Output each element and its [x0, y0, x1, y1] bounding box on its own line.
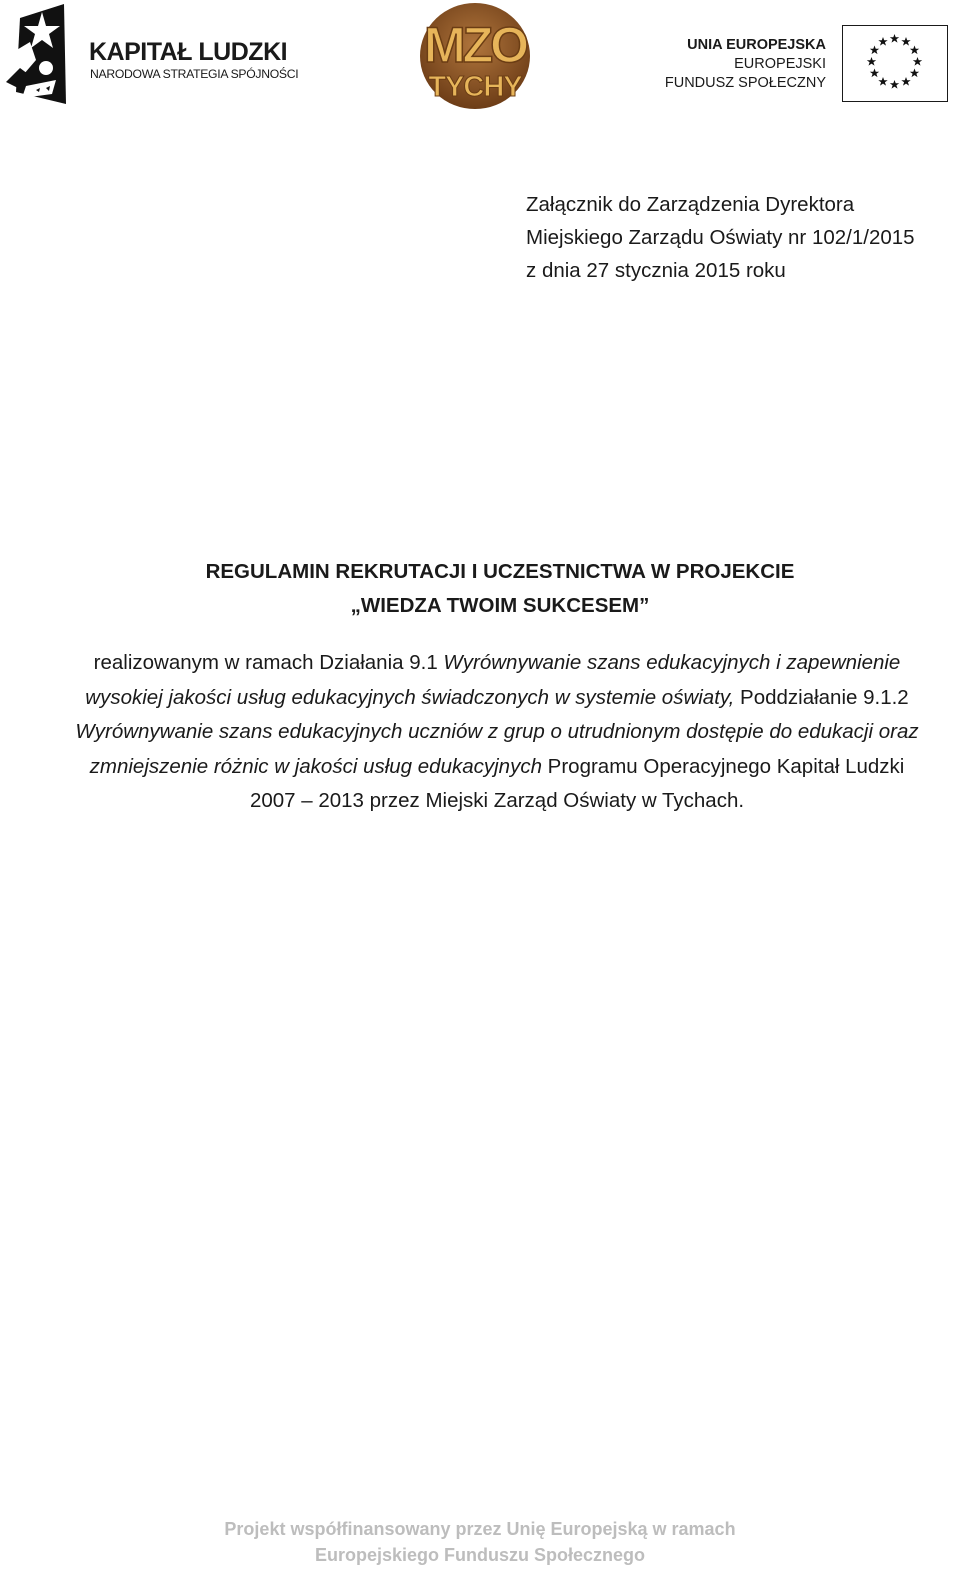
tychy-logo-text: TYCHY	[428, 71, 522, 103]
paragraph-text: 2007 – 2013 przez Miejski Zarząd Oświaty w Tychach.	[249, 789, 745, 812]
footer-line-1: Projekt współfinansowany przez Unię Europejską w ramach	[224, 1519, 736, 1539]
mzo-logo-text: MZO	[423, 17, 527, 73]
paragraph-italic-text: Wyrównywanie szans edukacyjnych i zapewnienie	[443, 651, 901, 674]
paragraph-text: Programu Operacyjnego Kapitał Ludzki	[541, 754, 905, 778]
paragraph-line-2	[32, 681, 960, 716]
kapital-ludzki-subtitle: NARODOWA STRATEGIA SPÓJNOŚCI	[90, 67, 299, 81]
paragraph-italic-text: zmniejszenie różnic w jakości usług edukacyjnych	[89, 754, 542, 778]
eu-flag	[842, 25, 948, 102]
document-title-line-1: REGULAMIN REKRUTACJI I UCZESTNICTWA W PROJEKCIE	[205, 560, 795, 583]
paragraph-text: Poddziałanie 9.1.2	[734, 685, 909, 709]
footer-line-2: Europejskiego Funduszu Społecznego	[314, 1545, 646, 1565]
kapital-ludzki-title: KAPITAŁ LUDZKI	[89, 38, 288, 66]
body-paragraph	[32, 646, 960, 819]
document-title	[0, 555, 960, 623]
kapital-ludzki-logo	[6, 4, 306, 104]
document-title-line-2: „WIEDZA TWOIM SUKCESEM”	[350, 594, 650, 617]
paragraph-line-1	[32, 646, 960, 681]
eu-social-fund-logo	[664, 22, 952, 106]
paragraph-text: realizowanym w ramach Działania 9.1	[93, 651, 444, 674]
page-footer	[0, 1516, 960, 1568]
paragraph-line-3	[32, 715, 960, 750]
paragraph-line-4	[32, 750, 960, 785]
paragraph-italic-text: wysokiej jakości usług edukacyjnych świadczonych w systemie oświaty,	[85, 685, 735, 709]
eu-logo-text	[665, 36, 826, 93]
paragraph-italic-text: Wyrównywanie szans edukacyjnych uczniów z grup o utrudnionym dostępie do edukacji oraz	[75, 720, 919, 743]
paragraph-line-5	[32, 784, 960, 819]
eu-fund-label-2: FUNDUSZ SPOŁECZNY	[664, 75, 826, 91]
eu-fund-label-1: EUROPEJSKI	[734, 56, 826, 72]
annex-line-2: Miejskiego Zarządu Oświaty nr 102/1/2015	[526, 226, 915, 249]
kapital-ludzki-mark-icon	[6, 4, 72, 104]
annex-reference	[526, 188, 915, 287]
annex-line-3: z dnia 27 stycznia 2015 roku	[526, 259, 786, 282]
eu-union-label: UNIA EUROPEJSKA	[687, 37, 826, 53]
annex-line-1: Załącznik do Zarządzenia Dyrektora	[526, 193, 855, 216]
eu-stars-flag-icon	[843, 26, 946, 100]
mzo-tychy-logo	[412, 2, 538, 110]
